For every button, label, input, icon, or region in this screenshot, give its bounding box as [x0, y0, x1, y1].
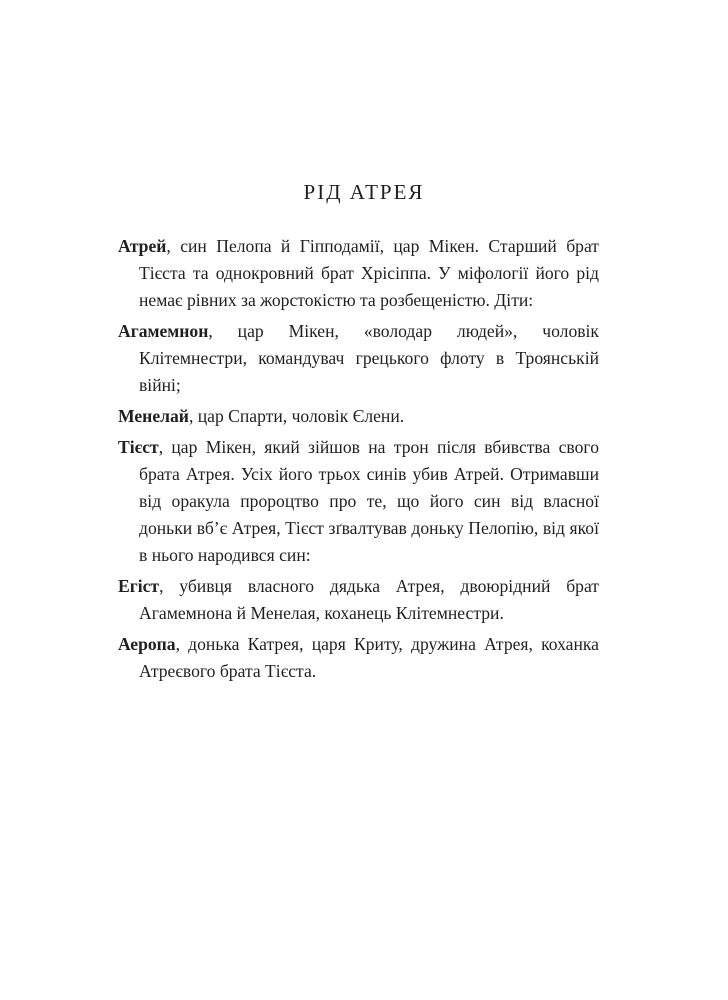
entry-name: Атрей — [118, 236, 167, 256]
entry-text: , цар Мікен, який зійшов на трон після вбивства свого брата Атрея. Усіх його трьох синів убив Атрей. Отримавши від оракула пророцтво про те, що його син від власної доньки вб’є Атрея, Тієст зґвалтував доньку Пелопію, від якої в нього народився син: — [139, 437, 599, 565]
entry-aegisthus — [118, 573, 599, 627]
entry-agamemnon — [118, 318, 599, 399]
entry-text: , убивця власного дядька Атрея, двоюрідний брат Агамемнона й Менелая, коханець Клітемнестри. — [139, 576, 599, 623]
entry-text: , цар Спарти, чоловік Єлени. — [188, 406, 405, 426]
entry-text: , цар Мікен, «володар людей», чоловік Клітемнестри, командувач грецького флоту в Троянській війні; — [139, 321, 599, 395]
entry-name: Тієст — [118, 437, 159, 457]
entry-name: Агамемнон — [118, 321, 209, 341]
entry-text: , син Пелопа й Гіпподамії, цар Мікен. Старший брат Тієста та однокровний брат Хрісіппа. У міфології його рід немає рівних за жорстокістю та розбещеністю. Діти: — [139, 236, 599, 310]
genealogy-list — [118, 233, 599, 689]
entry-atreus — [118, 233, 599, 314]
entry-name: Егіст — [118, 576, 160, 596]
page-title: РІД АТРЕЯ — [303, 180, 425, 204]
entry-menelaus — [118, 403, 599, 430]
entry-text: , донька Катрея, царя Криту, дружина Атрея, коханка Атреєвого брата Тієста. — [139, 634, 599, 681]
entry-name: Аеропа — [118, 634, 176, 654]
entry-aerope — [118, 631, 599, 685]
entry-name: Менелай — [118, 406, 189, 426]
entry-thyestes — [118, 434, 599, 569]
